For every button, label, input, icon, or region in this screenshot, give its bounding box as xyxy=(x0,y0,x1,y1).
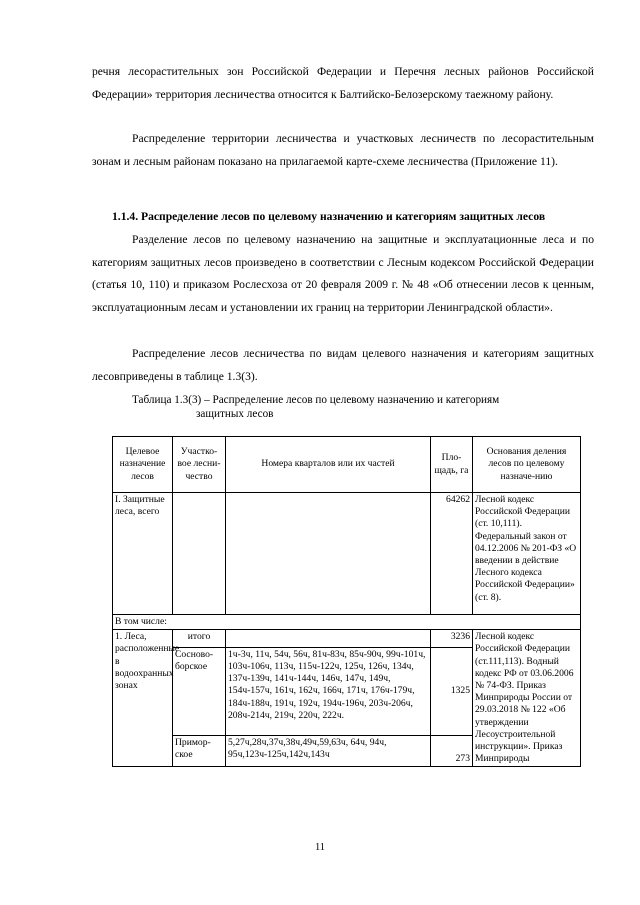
cell-district xyxy=(173,493,226,615)
cell-area: 3236 xyxy=(431,630,473,648)
table-row xyxy=(113,630,581,648)
header-quarters: Номера кварталов или их частей xyxy=(226,437,431,493)
table-caption xyxy=(132,394,572,421)
cell-including: В том числе: xyxy=(113,615,581,630)
paragraph-forest-zones-end: речня лесорастительных зон Российской Федерации и Перечня лесных районов Российской Федерации» территория лесничества относится к Балтийско-Белозерскому таежному району. xyxy=(92,65,594,101)
header-district: Участко-вое лесни-чество xyxy=(173,437,226,493)
table-row xyxy=(113,493,581,615)
paragraph-table-reference: Распределение лесов лесничества по видам целевого назначения и категориям защитных лесовприведены в таблице 1.3(3). xyxy=(92,347,594,383)
cell-quarters: 1ч-3ч, 11ч, 54ч, 56ч, 81ч-83ч, 85ч-90ч, 99ч-101ч, 103ч-106ч, 113ч, 115ч-122ч, 125ч, 126ч, 134ч, 137ч-139ч, 141ч-144ч, 146ч, 147ч, 149ч, 154ч-157ч, 161ч, 162ч, 166ч, 171ч, 176ч-179ч, 184ч-188ч, 191ч, 192ч, 194ч-196ч, 203ч-206ч, 208ч-214ч, 219ч, 220ч, 222ч. xyxy=(226,647,431,735)
cell-district: Примор-ское xyxy=(173,735,226,767)
header-purpose: Целевое назначение лесов xyxy=(113,437,173,493)
cell-district: Сосново-борское xyxy=(173,647,226,735)
cell-area: 1325 xyxy=(431,647,473,735)
table-caption-line2: защитных лесов xyxy=(196,407,274,420)
header-basis: Основания деления лесов по целевому назначе-нию xyxy=(473,437,581,493)
cell-basis: Лесной кодекс Российской Федерации (ст.111,113). Водный кодекс РФ от 03.06.2006 № 74-ФЗ. Приказ Минприроды России от 29.03.2018 № 122 «Об утверждении Лесоустроительной инструкции». Приказ Минприроды xyxy=(473,630,581,767)
page-number: 11 xyxy=(314,842,326,853)
cell-quarters xyxy=(226,630,431,648)
cell-quarters xyxy=(226,493,431,615)
table-caption-line1: Таблица 1.3(3) – Распределение лесов по целевому назначению и категориям xyxy=(132,394,500,406)
cell-area: 273 xyxy=(431,735,473,767)
cell-basis: Лесной кодекс Российской Федерации (ст. 10,111). Федеральный закон от 04.12.2006 № 201-ФЗ «О введении в действие Лесного кодекса Российской Федерации» (ст. 8). xyxy=(473,493,581,615)
header-area: Пло-щадь, га xyxy=(431,437,473,493)
table-row xyxy=(113,615,581,630)
cell-purpose: 1. Леса, расположенные в водоохранных зонах xyxy=(113,630,173,767)
table-header-row xyxy=(113,437,581,493)
cell-quarters: 5,27ч,28ч,37ч,38ч,49ч,59,63ч, 64ч, 94ч, 95ч,123ч-125ч,142ч,143ч xyxy=(226,735,431,767)
paragraph-territory-distribution: Распределение территории лесничества и участковых лесничеств по лесорастительным зонам и лесным районам показано на прилагаемой карте-схеме лесничества (Приложение 11). xyxy=(92,132,594,168)
paragraph-forest-division: Разделение лесов по целевому назначению на защитные и эксплуатационные леса и по категориям защитных лесов произведено в соответствии с Лесным кодексом Российской Федерации (статья 10, 110) и приказом Рослесхоза от 20 февраля 2009 г. № 48 «Об отнесении лесов к ценным, эксплуатационным лесам и установлении их границ на территории Ленинградской области». xyxy=(92,233,594,314)
cell-purpose: I. Защитные леса, всего xyxy=(113,493,173,615)
cell-district: итого xyxy=(173,630,226,648)
cell-area: 64262 xyxy=(431,493,473,615)
forest-purpose-table xyxy=(112,436,581,767)
section-heading: 1.1.4. Распределение лесов по целевому назначению и категориям защитных лесов xyxy=(112,210,546,223)
